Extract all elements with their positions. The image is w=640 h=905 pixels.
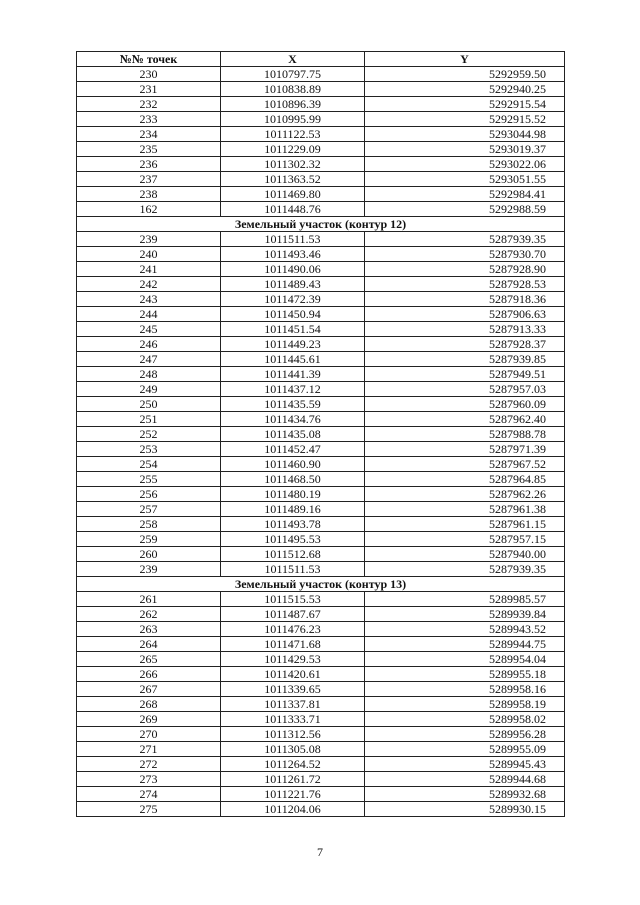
x-coordinate-cell: 1011363.52 [221,172,365,187]
table-row [77,322,565,337]
y-coordinate-cell: 5289930.15 [365,802,565,817]
y-coordinate-cell: 5289955.18 [365,667,565,682]
x-coordinate-cell: 1011435.59 [221,397,365,412]
table-row [77,637,565,652]
y-coordinate-cell: 5287939.35 [365,232,565,247]
table-row [77,232,565,247]
x-coordinate-cell: 1011229.09 [221,142,365,157]
point-number-cell: 240 [77,247,221,262]
point-number-cell: 270 [77,727,221,742]
x-coordinate-cell: 1011512.68 [221,547,365,562]
y-coordinate-cell: 5293022.06 [365,157,565,172]
y-coordinate-cell: 5287957.15 [365,532,565,547]
y-coordinate-cell: 5287939.85 [365,352,565,367]
x-coordinate-cell: 1011511.53 [221,232,365,247]
y-coordinate-cell: 5293051.55 [365,172,565,187]
table-row [77,127,565,142]
table-row [77,277,565,292]
x-coordinate-cell: 1011472.39 [221,292,365,307]
x-coordinate-cell: 1011441.39 [221,367,365,382]
x-coordinate-cell: 1011471.68 [221,637,365,652]
y-coordinate-cell: 5287928.53 [365,277,565,292]
point-number-cell: 251 [77,412,221,427]
point-number-cell: 262 [77,607,221,622]
x-coordinate-cell: 1011204.06 [221,802,365,817]
table-row [77,667,565,682]
table-row [77,172,565,187]
table-row [77,547,565,562]
table-row [77,622,565,637]
point-number-cell: 230 [77,67,221,82]
x-coordinate-cell: 1011333.71 [221,712,365,727]
header-row [77,52,565,67]
table-row [77,187,565,202]
x-coordinate-cell: 1011460.90 [221,457,365,472]
y-coordinate-cell: 5289954.04 [365,652,565,667]
point-number-cell: 248 [77,367,221,382]
point-number-cell: 249 [77,382,221,397]
y-coordinate-cell: 5287960.09 [365,397,565,412]
table-row [77,712,565,727]
y-coordinate-cell: 5289944.68 [365,772,565,787]
table-row [77,607,565,622]
x-coordinate-cell: 1011221.76 [221,787,365,802]
x-coordinate-cell: 1011493.46 [221,247,365,262]
point-number-cell: 239 [77,232,221,247]
point-number-cell: 275 [77,802,221,817]
table-row [77,397,565,412]
x-coordinate-cell: 1011122.53 [221,127,365,142]
point-number-cell: 237 [77,172,221,187]
table-row [77,157,565,172]
point-number-cell: 242 [77,277,221,292]
x-coordinate-cell: 1011489.43 [221,277,365,292]
point-number-cell: 269 [77,712,221,727]
header-point-number: №№ точек [77,52,221,67]
point-number-cell: 263 [77,622,221,637]
table-row [77,532,565,547]
x-coordinate-cell: 1011511.53 [221,562,365,577]
y-coordinate-cell: 5289958.02 [365,712,565,727]
point-number-cell: 258 [77,517,221,532]
header-y: Y [365,52,565,67]
x-coordinate-cell: 1011515.53 [221,592,365,607]
y-coordinate-cell: 5289958.16 [365,682,565,697]
y-coordinate-cell: 5287957.03 [365,382,565,397]
point-number-cell: 239 [77,562,221,577]
point-number-cell: 162 [77,202,221,217]
y-coordinate-cell: 5292915.52 [365,112,565,127]
point-number-cell: 245 [77,322,221,337]
y-coordinate-cell: 5287962.26 [365,487,565,502]
y-coordinate-cell: 5289956.28 [365,727,565,742]
table-row [77,307,565,322]
x-coordinate-cell: 1011489.16 [221,502,365,517]
point-number-cell: 274 [77,787,221,802]
x-coordinate-cell: 1011448.76 [221,202,365,217]
y-coordinate-cell: 5289985.57 [365,592,565,607]
y-coordinate-cell: 5292984.41 [365,187,565,202]
y-coordinate-cell: 5287949.51 [365,367,565,382]
table-row [77,772,565,787]
table-row [77,97,565,112]
point-number-cell: 267 [77,682,221,697]
y-coordinate-cell: 5292988.59 [365,202,565,217]
y-coordinate-cell: 5293019.37 [365,142,565,157]
y-coordinate-cell: 5292959.50 [365,67,565,82]
table-row [77,82,565,97]
table-row [77,457,565,472]
table-row [77,742,565,757]
x-coordinate-cell: 1011469.80 [221,187,365,202]
y-coordinate-cell: 5292915.54 [365,97,565,112]
y-coordinate-cell: 5287988.78 [365,427,565,442]
x-coordinate-cell: 1011450.94 [221,307,365,322]
x-coordinate-cell: 1011435.08 [221,427,365,442]
table-row [77,487,565,502]
point-number-cell: 264 [77,637,221,652]
y-coordinate-cell: 5287971.39 [365,442,565,457]
table-row [77,502,565,517]
y-coordinate-cell: 5289939.84 [365,607,565,622]
table-row [77,787,565,802]
table-row [77,247,565,262]
table-row [77,802,565,817]
y-coordinate-cell: 5287940.00 [365,547,565,562]
x-coordinate-cell: 1011305.08 [221,742,365,757]
x-coordinate-cell: 1011493.78 [221,517,365,532]
y-coordinate-cell: 5289943.52 [365,622,565,637]
point-number-cell: 268 [77,697,221,712]
x-coordinate-cell: 1010995.99 [221,112,365,127]
x-coordinate-cell: 1011452.47 [221,442,365,457]
point-number-cell: 247 [77,352,221,367]
x-coordinate-cell: 1011261.72 [221,772,365,787]
table-row [77,442,565,457]
x-coordinate-cell: 1011451.54 [221,322,365,337]
point-number-cell: 238 [77,187,221,202]
point-number-cell: 250 [77,397,221,412]
table-row [77,337,565,352]
point-number-cell: 273 [77,772,221,787]
point-number-cell: 234 [77,127,221,142]
table-row [77,142,565,157]
y-coordinate-cell: 5287964.85 [365,472,565,487]
y-coordinate-cell: 5287961.15 [365,517,565,532]
point-number-cell: 235 [77,142,221,157]
x-coordinate-cell: 1011490.06 [221,262,365,277]
x-coordinate-cell: 1011302.32 [221,157,365,172]
x-coordinate-cell: 1011337.81 [221,697,365,712]
x-coordinate-cell: 1011434.76 [221,412,365,427]
x-coordinate-cell: 1011437.12 [221,382,365,397]
x-coordinate-cell: 1011429.53 [221,652,365,667]
point-number-cell: 243 [77,292,221,307]
y-coordinate-cell: 5292940.25 [365,82,565,97]
x-coordinate-cell: 1011449.23 [221,337,365,352]
point-number-cell: 252 [77,427,221,442]
point-number-cell: 241 [77,262,221,277]
point-number-cell: 272 [77,757,221,772]
point-number-cell: 266 [77,667,221,682]
point-number-cell: 253 [77,442,221,457]
table-row [77,727,565,742]
table-row [77,757,565,772]
point-number-cell: 257 [77,502,221,517]
x-coordinate-cell: 1011339.65 [221,682,365,697]
table-row [77,262,565,277]
y-coordinate-cell: 5289944.75 [365,637,565,652]
point-number-cell: 271 [77,742,221,757]
point-number-cell: 246 [77,337,221,352]
point-number-cell: 231 [77,82,221,97]
table-row [77,427,565,442]
table-row [77,697,565,712]
point-number-cell: 265 [77,652,221,667]
table-row [77,367,565,382]
point-number-cell: 256 [77,487,221,502]
y-coordinate-cell: 5287928.90 [365,262,565,277]
y-coordinate-cell: 5293044.98 [365,127,565,142]
point-number-cell: 233 [77,112,221,127]
x-coordinate-cell: 1011480.19 [221,487,365,502]
header-x: X [221,52,365,67]
y-coordinate-cell: 5289958.19 [365,697,565,712]
y-coordinate-cell: 5287918.36 [365,292,565,307]
y-coordinate-cell: 5287962.40 [365,412,565,427]
x-coordinate-cell: 1011445.61 [221,352,365,367]
point-number-cell: 259 [77,532,221,547]
section-header-row [77,577,565,592]
point-number-cell: 236 [77,157,221,172]
section-header-row [77,217,565,232]
table-header [77,52,565,67]
point-number-cell: 232 [77,97,221,112]
section-title: Земельный участок (контур 13) [77,577,565,592]
y-coordinate-cell: 5287961.38 [365,502,565,517]
table-row [77,292,565,307]
table-row [77,382,565,397]
x-coordinate-cell: 1010896.39 [221,97,365,112]
x-coordinate-cell: 1011420.61 [221,667,365,682]
table-row [77,682,565,697]
y-coordinate-cell: 5287928.37 [365,337,565,352]
x-coordinate-cell: 1010797.75 [221,67,365,82]
point-number-cell: 260 [77,547,221,562]
table-row [77,352,565,367]
point-number-cell: 244 [77,307,221,322]
coordinates-table [76,51,565,817]
table-row [77,652,565,667]
table-row [77,562,565,577]
table-row [77,112,565,127]
y-coordinate-cell: 5287939.35 [365,562,565,577]
table-row [77,202,565,217]
table-row [77,592,565,607]
point-number-cell: 254 [77,457,221,472]
y-coordinate-cell: 5289945.43 [365,757,565,772]
table-row [77,412,565,427]
y-coordinate-cell: 5289932.68 [365,787,565,802]
point-number-cell: 261 [77,592,221,607]
x-coordinate-cell: 1011487.67 [221,607,365,622]
table-body [77,67,565,817]
y-coordinate-cell: 5287906.63 [365,307,565,322]
x-coordinate-cell: 1011468.50 [221,472,365,487]
x-coordinate-cell: 1011264.52 [221,757,365,772]
x-coordinate-cell: 1010838.89 [221,82,365,97]
page-number: 7 [317,845,323,859]
x-coordinate-cell: 1011476.23 [221,622,365,637]
table-row [77,472,565,487]
x-coordinate-cell: 1011495.53 [221,532,365,547]
y-coordinate-cell: 5287930.70 [365,247,565,262]
point-number-cell: 255 [77,472,221,487]
table-row [77,67,565,82]
section-title: Земельный участок (контур 12) [77,217,565,232]
y-coordinate-cell: 5289955.09 [365,742,565,757]
y-coordinate-cell: 5287913.33 [365,322,565,337]
y-coordinate-cell: 5287967.52 [365,457,565,472]
table-row [77,517,565,532]
x-coordinate-cell: 1011312.56 [221,727,365,742]
